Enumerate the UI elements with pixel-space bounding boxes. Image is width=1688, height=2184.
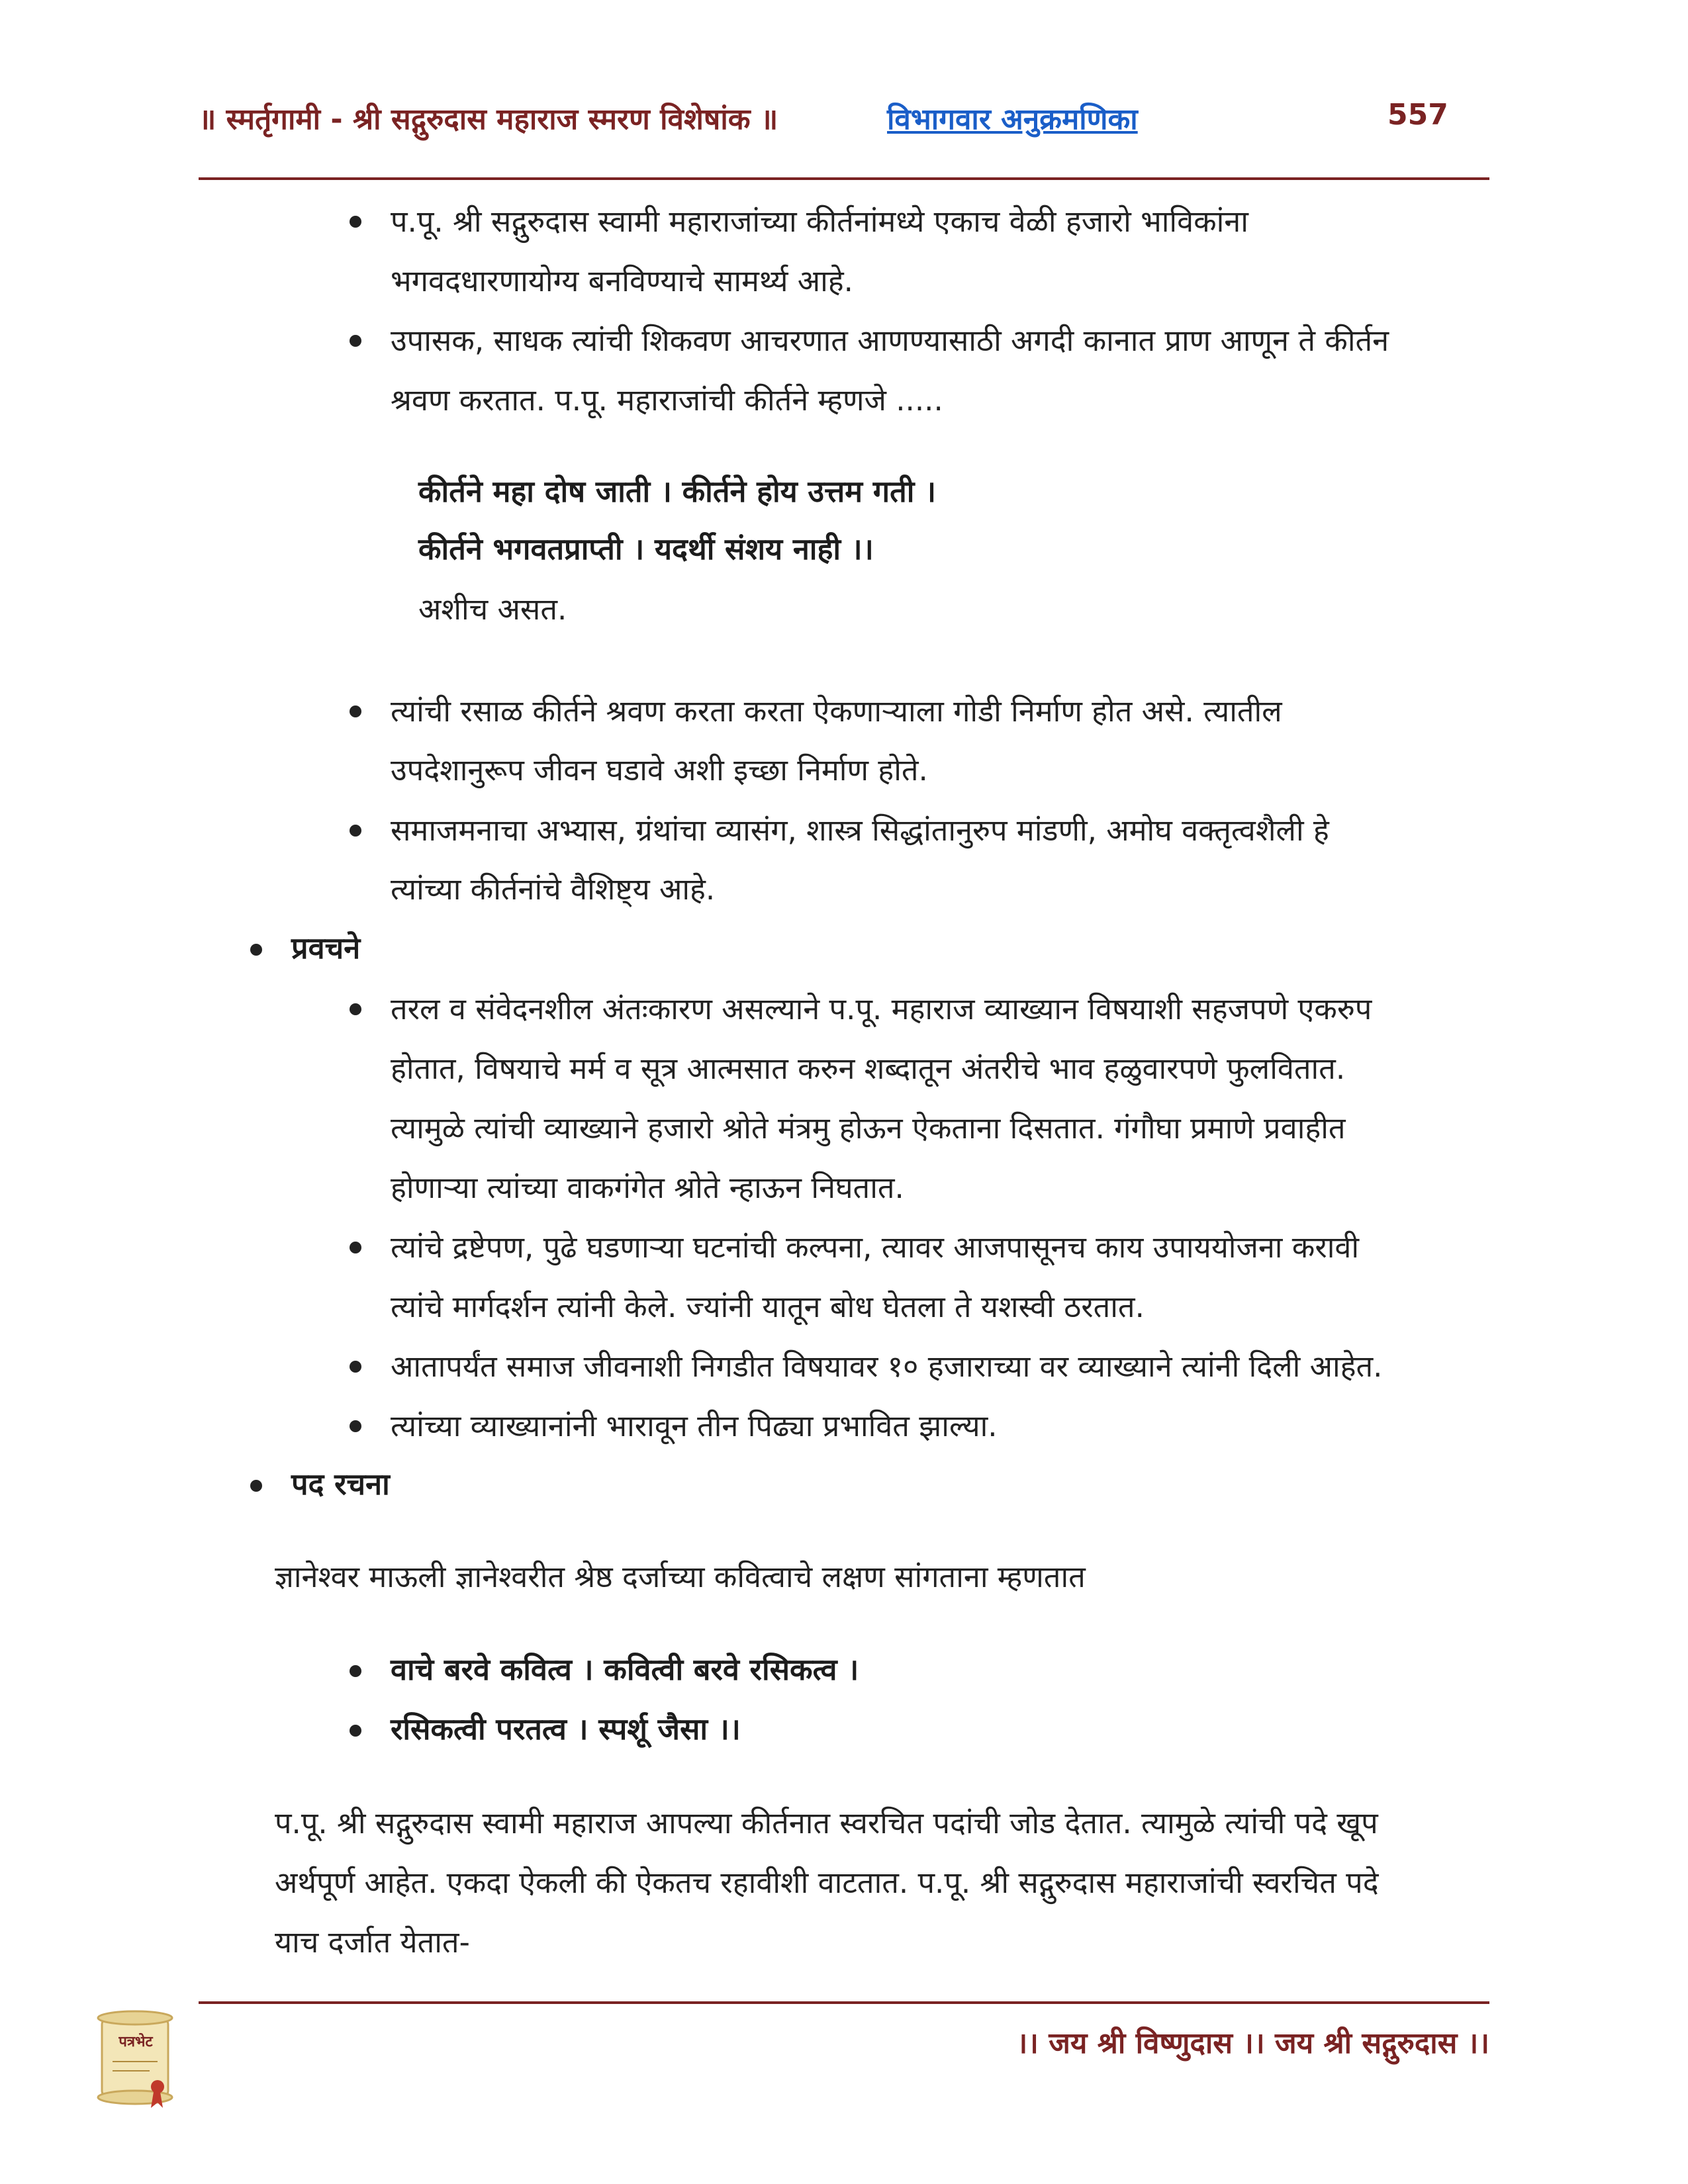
- bullet-icon: [350, 1725, 361, 1737]
- verse-line: वाचे बरवे कवित्व । कवित्वी बरवे रसिकत्व ।: [391, 1652, 859, 1687]
- bullet-line: श्रवण करतात. प.पू. महाराजांची कीर्तने म्हणजे .....: [391, 383, 943, 418]
- footer-text: ।। जय श्री विष्णुदास ।। जय श्री सद्गुरुदास ।।: [1016, 2026, 1489, 2060]
- scroll-logo: [93, 2009, 179, 2115]
- logo-label: पत्रभेट: [118, 2034, 153, 2050]
- section-heading-padrachana: पद रचना: [291, 1467, 390, 1502]
- section-index-link[interactable]: विभागवार अनुक्रमणिका: [887, 103, 1138, 136]
- bullet-icon: [350, 705, 361, 717]
- verse-note: अशीच असत.: [418, 592, 567, 627]
- bullet-icon: [350, 335, 361, 347]
- bullet-icon: [350, 216, 361, 228]
- bullet-line: आतापर्यंत समाज जीवनाशी निगडीत विषयावर १० हजाराच्या वर व्याख्याने त्यांनी दिली आहेत.: [391, 1349, 1383, 1384]
- bullet-line: समाजमनाचा अभ्यास, ग्रंथांचा व्यासंग, शास्त्र सिद्धांतानुरुप मांडणी, अमोघ वक्तृत्वशैली हे: [391, 813, 1329, 848]
- bullet-icon: [250, 1480, 262, 1492]
- bullet-line: प.पू. श्री सद्गुरुदास स्वामी महाराजांच्या कीर्तनांमध्ये एकाच वेळी हजारो भाविकांना: [391, 204, 1248, 239]
- verse-line: कीर्तने महा दोष जाती । कीर्तने होय उत्तम गती ।: [418, 474, 937, 509]
- bullet-line: त्यांचे मार्गदर्शन त्यांनी केले. ज्यांनी यातून बोध घेतला ते यशस्वी ठरतात.: [391, 1289, 1145, 1324]
- bullet-icon: [350, 1361, 361, 1373]
- bullet-line: उपासक, साधक त्यांची शिकवण आचरणात आणण्यासाठी अगदी कानात प्राण आणून ते कीर्तन: [391, 323, 1389, 358]
- page-number: 557: [1387, 98, 1448, 132]
- bullet-line: होतात, विषयाचे मर्म व सूत्र आत्मसात करुन शब्दातून अंतरीचे भाव हळुवारपणे फुलवितात.: [391, 1051, 1346, 1086]
- verse-line: कीर्तने भगवतप्राप्ती । यदर्थी संशय नाही ।।: [418, 531, 874, 567]
- bullet-line: त्यांची रसाळ कीर्तने श्रवण करता करता ऐकणाऱ्याला गोडी निर्माण होत असे. त्यातील: [391, 694, 1282, 729]
- bullet-icon: [350, 1420, 361, 1432]
- issue-title: ॥ स्मर्तृगामी - श्री सद्गुरुदास महाराज स्मरण विशेषांक ॥: [199, 103, 778, 136]
- bullet-icon: [350, 1242, 361, 1253]
- bullet-icon: [350, 825, 361, 837]
- bullet-icon: [350, 1003, 361, 1015]
- bullet-line: होणाऱ्या त्यांच्या वाकगंगेत श्रोते न्हाऊन निघतात.: [391, 1170, 904, 1205]
- paragraph-line: प.पू. श्री सद्गुरुदास स्वामी महाराज आपल्या कीर्तनात स्वरचित पदांची जोड देतात. त्यामुळे त्यांची पदे खूप: [275, 1805, 1378, 1841]
- bullet-icon: [250, 944, 262, 956]
- verse-line: रसिकत्वी परतत्व । स्पर्शू जैसा ।।: [391, 1711, 741, 1747]
- bullet-line: त्यांच्या कीर्तनांचे वैशिष्ट्य आहे.: [391, 872, 716, 907]
- bullet-line: त्यामुळे त्यांची व्याख्याने हजारो श्रोते मंत्रमु होऊन ऐकताना दिसतात. गंगौघा प्रमाणे प्रवाहीत: [391, 1111, 1346, 1146]
- bullet-line: त्यांच्या व्याख्यानांनी भारावून तीन पिढ्या प्रभावित झाल्या.: [391, 1408, 998, 1443]
- bullet-line: भगवदधारणायोग्य बनविण्याचे सामर्थ्य आहे.: [391, 263, 853, 298]
- section-heading-pravachane: प्रवचने: [291, 931, 361, 966]
- bullet-icon: [350, 1665, 361, 1677]
- footer-divider: [199, 2001, 1489, 2004]
- padrachana-intro: ज्ञानेश्वर माऊली ज्ञानेश्वरीत श्रेष्ठ दर्जाच्या कवित्वाचे लक्षण सांगताना म्हणतात: [275, 1559, 1086, 1594]
- bullet-line: तरल व संवेदनशील अंतःकारण असल्याने प.पू. महाराज व्याख्यान विषयाशी सहजपणे एकरुप: [391, 991, 1372, 1026]
- bullet-line: उपदेशानुरूप जीवन घडावे अशी इच्छा निर्माण होते.: [391, 752, 928, 788]
- scroll-icon: [93, 2009, 179, 2115]
- paragraph-line: अर्थपूर्ण आहेत. एकदा ऐकली की ऐकतच रहावीशी वाटतात. प.पू. श्री सद्गुरुदास महाराजांची स्वरचित पदे: [275, 1865, 1379, 1900]
- bullet-line: त्यांचे द्रष्टेपण, पुढे घडणाऱ्या घटनांची कल्पना, त्यावर आजपासूनच काय उपाययोजना करावी: [391, 1230, 1360, 1265]
- paragraph-line: याच दर्जात येतात-: [275, 1925, 470, 1960]
